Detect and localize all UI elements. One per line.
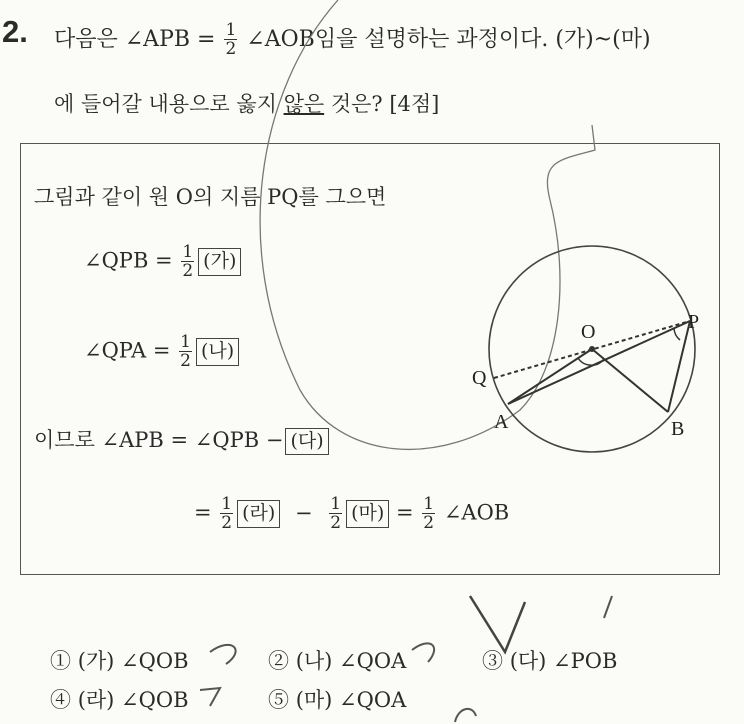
choice-3-mark: ③ <box>482 649 503 673</box>
fraction-denominator: 2 <box>330 513 342 533</box>
fraction-numerator: 1 <box>423 494 435 514</box>
pencil-check-mark <box>470 596 525 652</box>
fraction-denominator: 2 <box>180 351 191 371</box>
center-dot <box>589 346 595 352</box>
angle-arc-p <box>674 328 680 340</box>
pencil-squiggle-1 <box>210 645 236 664</box>
line-qpa-lhs: ∠QPA = <box>84 338 171 363</box>
fraction-denominator: 2 <box>225 39 237 59</box>
fraction-denominator: 2 <box>221 513 233 533</box>
fraction-denominator: 2 <box>423 513 435 533</box>
result-aob: ∠AOB <box>443 500 510 525</box>
choice-5-mark: ⑤ <box>268 688 289 712</box>
line-qpb-lhs: ∠QPB = <box>84 248 173 273</box>
question-number: 2. <box>2 14 28 49</box>
choice-3[interactable] <box>482 645 617 675</box>
choice-2-text: (나) ∠QOA <box>295 649 407 673</box>
result-equals: = <box>194 500 212 525</box>
blank-na: (나) <box>196 338 239 366</box>
line-apb-lhs: 이므로 ∠APB = ∠QPB − <box>34 428 284 452</box>
segment-ob <box>592 349 668 412</box>
choice-3-text: (다) ∠POB <box>509 649 618 673</box>
blank-da: (다) <box>285 428 328 456</box>
fraction-numerator: 1 <box>330 494 342 514</box>
stem-line2-end: 것은? [4점] <box>324 92 440 116</box>
choice-5-text: (마) ∠QOA <box>295 688 407 712</box>
box-intro: 그림과 같이 원 O의 지름 PQ를 그으면 <box>34 185 387 209</box>
fraction-denominator: 2 <box>182 261 194 281</box>
label-q: Q <box>472 367 487 389</box>
label-a: A <box>494 411 509 433</box>
stem-suffix: ∠AOB임을 설명하는 과정이다. (가)~(마) <box>246 27 651 52</box>
choice-4[interactable] <box>50 684 189 714</box>
label-b: B <box>671 418 685 440</box>
fraction-numerator: 1 <box>225 20 237 40</box>
choice-4-text: (라) ∠QOB <box>77 688 189 712</box>
fraction-numerator: 1 <box>180 332 191 352</box>
blank-ga: (가) <box>198 248 241 276</box>
result-minus: − <box>295 500 313 525</box>
blank-ra: (라) <box>237 500 280 528</box>
pencil-squiggle-4 <box>455 709 476 722</box>
pencil-squiggle-2 <box>412 643 434 662</box>
pencil-squiggle-3 <box>200 688 220 706</box>
pencil-tick <box>604 596 612 618</box>
choice-1-text: (가) ∠QOB <box>77 649 189 673</box>
blank-ma: (마) <box>346 500 389 528</box>
result-equals-2: = <box>396 500 414 525</box>
choice-1-mark: ① <box>50 649 71 673</box>
label-p: P <box>688 311 700 333</box>
choice-4-mark: ④ <box>50 688 71 712</box>
chord-ap <box>508 321 690 404</box>
fraction-numerator: 1 <box>221 494 233 514</box>
choice-2[interactable] <box>268 645 406 675</box>
stem-line2-text: 에 들어갈 내용으로 옳지 <box>54 92 284 116</box>
label-o: O <box>581 321 596 343</box>
fraction-numerator: 1 <box>182 242 194 262</box>
choice-2-mark: ② <box>268 649 289 673</box>
stem-underlined-word: 않은 <box>283 92 325 116</box>
stem-prefix: 다음은 ∠APB = <box>54 27 216 52</box>
choice-5[interactable] <box>268 684 406 714</box>
choice-1[interactable] <box>50 645 189 675</box>
chord-bp <box>668 321 690 412</box>
pencil-loop-scribble <box>260 0 595 449</box>
